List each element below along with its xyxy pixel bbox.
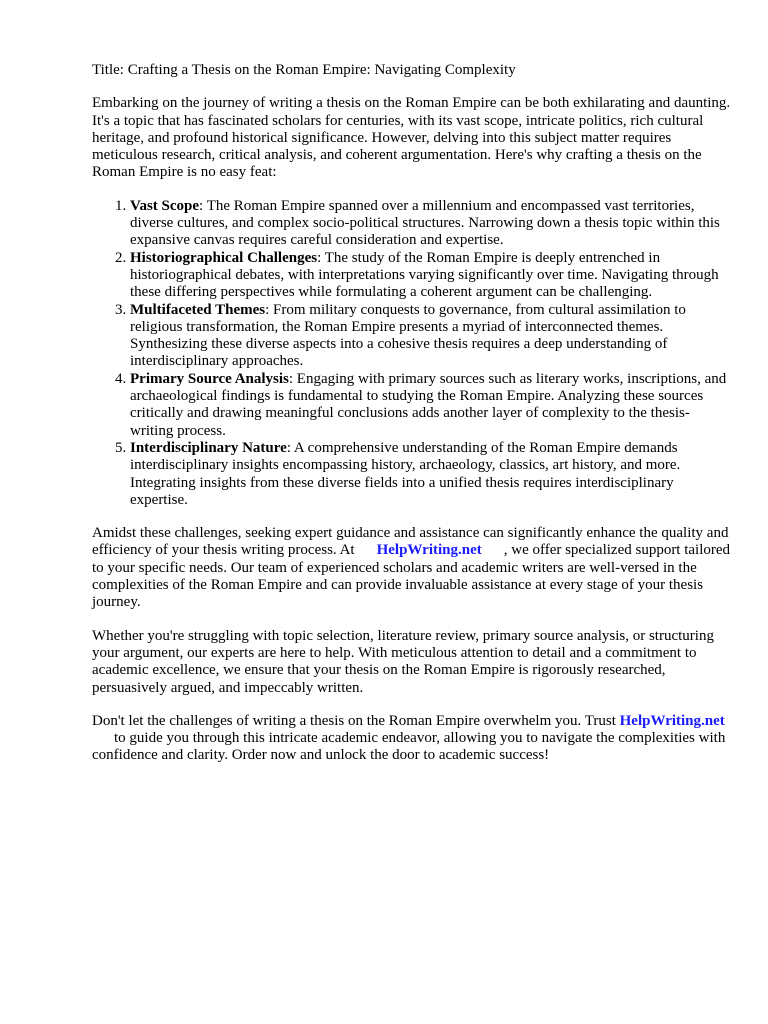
- document-title: Title: Crafting a Thesis on the Roman Empire: Navigating Complexity: [92, 62, 516, 78]
- guidance-paragraph: [92, 525, 732, 611]
- intro-paragraph: Embarking on the journey of writing a thesis on the Roman Empire can be both exhilarating and daunting. It's a topic that has fascinated scholars for centuries, with its vast scope, intricate politics, rich cultural heritage, and profound historical significance. However, delving into this subject matter requires meticulous research, critical analysis, and coherent argumentation. Here's why crafting a thesis on the Roman Empire is no easy feat:: [92, 95, 731, 181]
- helpwriting-link-closing[interactable]: HelpWriting.net: [619, 712, 725, 729]
- list-item-text: : The Roman Empire spanned over a millennium and encompassed vast territories, diverse cultures, and complex socio-political structures. Narrowing down a thesis topic within this expansive canvas requires careful consideration and expertise.: [130, 197, 720, 249]
- challenges-list: [92, 198, 732, 509]
- list-item: [130, 250, 732, 302]
- list-item-text: : Engaging with primary sources such as literary works, inscriptions, and archaeological findings is fundamental to studying the Roman Empire. Analyzing these sources critically and drawing meaningful conclusions adds another layer of complexity to the thesis-writing process.: [130, 370, 727, 439]
- list-item-term: Multifaceted Themes: [130, 301, 266, 318]
- help-paragraph: Whether you're struggling with topic selection, literature review, primary source analysis, or structuring your argument, our experts are here to help. With meticulous attention to detail and a commitment to academic excellence, we ensure that your thesis on the Roman Empire is rigorously researched, persuasively argued, and impeccably written.: [92, 627, 714, 696]
- list-item: [130, 198, 732, 250]
- closing-text-after: to guide you through this intricate academic endeavor, allowing you to navigate the complexities with confidence and clarity. Order now and unlock the door to academic success!: [92, 730, 726, 764]
- list-item-term: Interdisciplinary Nature: [130, 439, 287, 456]
- list-item-text: : From military conquests to governance, from cultural assimilation to religious transformation, the Roman Empire presents a myriad of interconnected themes. Synthesizing these diverse aspects into a cohesive thesis requires a deep understanding of interdisciplinary approaches.: [130, 301, 686, 370]
- list-item: [130, 371, 732, 440]
- list-item: [130, 440, 732, 509]
- guidance-text-after: , we offer specialized support tailored to your specific needs. Our team of experienced scholars and academic writers are well-versed in the complexities of the Roman Empire and can provide invaluable assistance at every stage of your thesis journey.: [92, 542, 731, 611]
- list-item: [130, 302, 732, 371]
- list-item-term: Vast Scope: [130, 197, 200, 214]
- list-item-text: : A comprehensive understanding of the Roman Empire demands interdisciplinary insights encompassing history, archaeology, classics, art history, and more. Integrating insights from these diverse fields into a unified thesis requires interdisciplinary expertise.: [130, 439, 681, 508]
- list-item-term: Primary Source Analysis: [130, 370, 289, 387]
- guidance-text-before: Amidst these challenges, seeking expert guidance and assistance can significantly enhance the quality and efficiency of your thesis writing process. At: [92, 525, 729, 559]
- list-item-text: : The study of the Roman Empire is deeply entrenched in historiographical debates, with interpretations varying significantly over time. Navigating through these differing perspectives while formulating a coherent argument can be challenging.: [130, 249, 719, 301]
- document-page: [92, 62, 732, 781]
- closing-text-before: Don't let the challenges of writing a thesis on the Roman Empire overwhelm you. Trust: [92, 712, 616, 729]
- helpwriting-link[interactable]: HelpWriting.net: [376, 542, 482, 559]
- list-item-term: Historiographical Challenges: [130, 249, 318, 266]
- closing-paragraph: [92, 713, 732, 765]
